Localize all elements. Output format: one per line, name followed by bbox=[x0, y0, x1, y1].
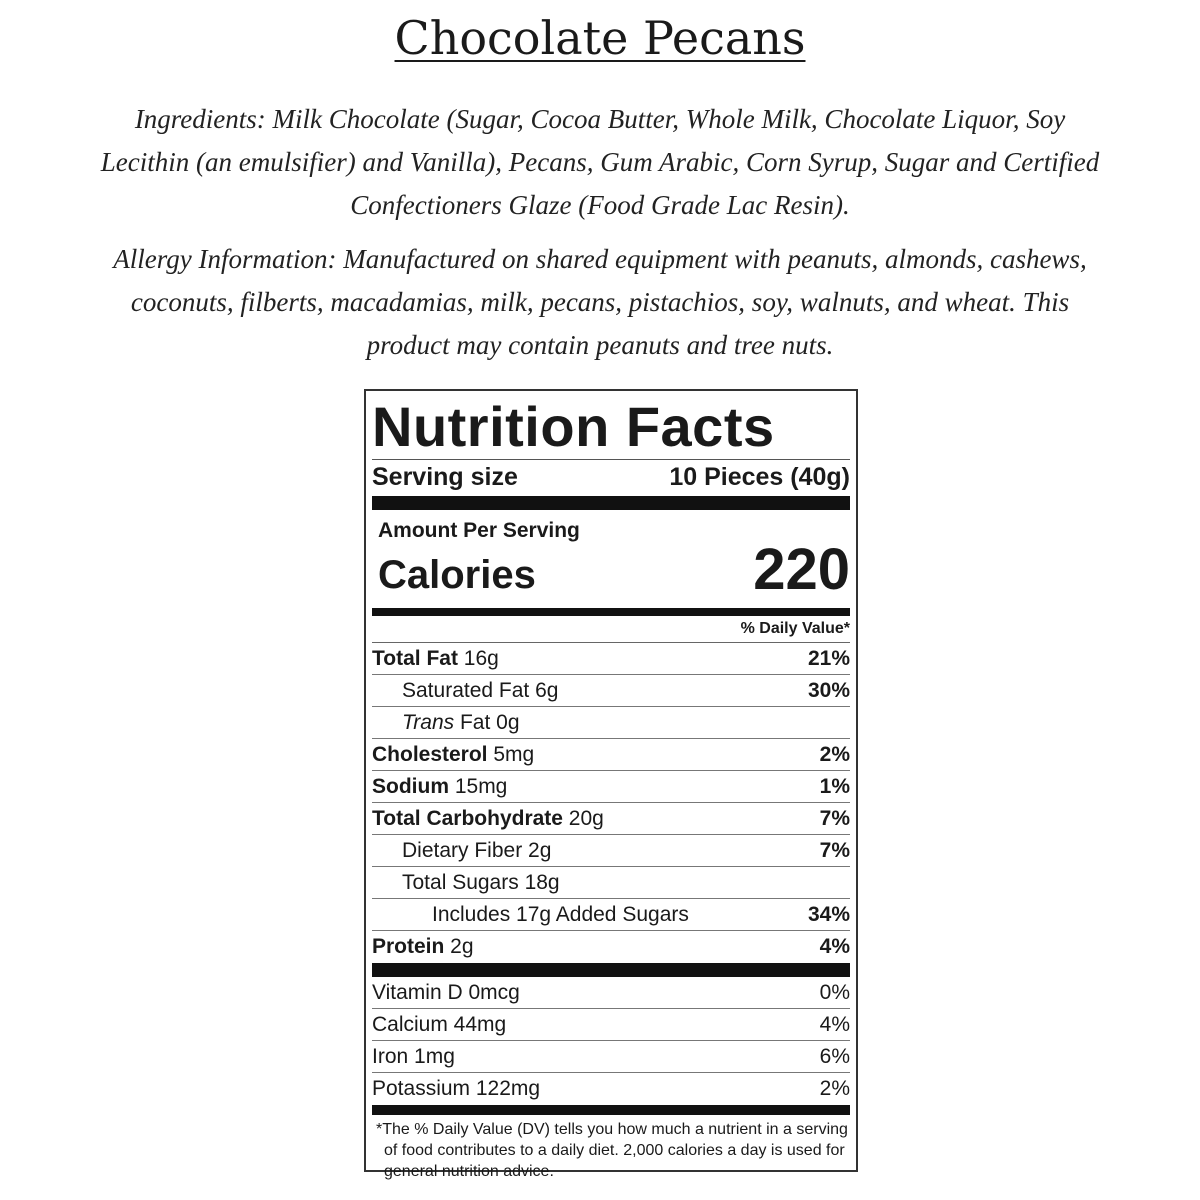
footer-divider bbox=[372, 1105, 850, 1115]
nutrient-name: Dietary Fiber bbox=[402, 838, 523, 862]
nutrient-name: Trans bbox=[402, 710, 455, 734]
allergy-label: Allergy Information: bbox=[113, 244, 337, 274]
nutrient-amount: 2g bbox=[444, 935, 474, 958]
nutrient-amount: Fat 0g bbox=[454, 710, 520, 734]
medium-divider bbox=[372, 608, 850, 616]
thick-divider bbox=[372, 963, 850, 977]
nutrient-name: Sodium bbox=[372, 774, 449, 798]
vitamin-dv: 6% bbox=[819, 1044, 850, 1068]
daily-value-footnote: *The % Daily Value (DV) tells you how much a nutrient in a serving of food contributes to a daily diet. 2,000 calories a day is used for general nutrition advice. bbox=[376, 1121, 848, 1180]
nutrient-dv: 30% bbox=[807, 678, 850, 702]
nutrient-name: Saturated Fat bbox=[402, 678, 530, 702]
nutrient-name: Total Sugars bbox=[402, 870, 519, 894]
nutrient-row-total-fat bbox=[372, 643, 850, 675]
ingredients-text: Milk Chocolate (Sugar, Cocoa Butter, Whole Milk, Chocolate Liquor, Soy Lecithin (an emulsifier) and Vanilla), Pecans, Gum Arabic, Corn Syrup, Sugar and Certified Confectioners Glaze (Food Grade Lac Resin). bbox=[100, 104, 1100, 220]
nutrient-row-sodium bbox=[372, 771, 850, 803]
serving-size-label: Serving size bbox=[372, 463, 518, 491]
nutrient-dv: 21% bbox=[807, 646, 850, 670]
nutrient-amount: 5mg bbox=[487, 742, 535, 766]
vitamin-row-vitamin-d bbox=[372, 977, 850, 1009]
vitamin-name: Calcium 44mg bbox=[372, 1012, 507, 1036]
nutrient-row-total-sugars bbox=[372, 867, 850, 899]
nutrient-dv: 7% bbox=[819, 806, 850, 830]
nutrient-dv: 2% bbox=[819, 742, 850, 766]
vitamin-row-potassium bbox=[372, 1073, 850, 1105]
ingredients-label: Ingredients: bbox=[134, 104, 266, 134]
nutrient-dv: 34% bbox=[807, 902, 850, 926]
nutrient-row-trans-fat bbox=[372, 707, 850, 739]
nutrient-name: Protein bbox=[372, 935, 445, 958]
calories-label: Calories bbox=[378, 553, 536, 597]
nutrient-dv: 7% bbox=[819, 838, 850, 862]
nutrient-name: Total Carbohydrate bbox=[372, 806, 563, 830]
vitamin-row-calcium bbox=[372, 1009, 850, 1041]
nutrient-row-total-carbohydrate bbox=[372, 803, 850, 835]
serving-size-row bbox=[372, 459, 850, 494]
nutrient-name: Total Fat bbox=[372, 646, 458, 670]
nutrient-dv: 4% bbox=[819, 935, 850, 958]
nutrient-dv: 1% bbox=[819, 774, 850, 798]
nutrition-facts-heading: Nutrition Facts bbox=[372, 395, 775, 458]
nutrient-row-protein bbox=[372, 931, 850, 963]
nutrient-amount: 6g bbox=[529, 678, 559, 702]
page-title-text: Chocolate Pecans bbox=[394, 11, 806, 65]
nutrient-row-dietary-fiber bbox=[372, 835, 850, 867]
nutrient-row-cholesterol bbox=[372, 739, 850, 771]
allergy-text: Manufactured on shared equipment with peanuts, almonds, cashews, coconuts, filberts, macadamias, milk, pecans, pistachios, soy, walnuts, and wheat. This product may contain peanuts and tree nuts. bbox=[130, 244, 1087, 360]
vitamin-dv: 2% bbox=[819, 1077, 850, 1100]
nutrient-row-saturated-fat bbox=[372, 675, 850, 707]
vitamin-name: Vitamin D 0mcg bbox=[372, 980, 520, 1004]
nutrient-row-added-sugars bbox=[372, 899, 850, 931]
daily-value-header: % Daily Value* bbox=[372, 616, 850, 643]
calories-row bbox=[372, 537, 850, 602]
nutrient-amount: 16g bbox=[457, 646, 499, 670]
vitamin-name: Iron 1mg bbox=[372, 1044, 455, 1068]
vitamin-dv: 0% bbox=[819, 980, 850, 1004]
page-title bbox=[0, 8, 1200, 68]
allergy-paragraph bbox=[100, 238, 1100, 367]
serving-size-value: 10 Pieces (40g) bbox=[669, 463, 850, 491]
vitamin-name: Potassium 122mg bbox=[372, 1077, 541, 1100]
nutrient-amount: 20g bbox=[562, 806, 604, 830]
nutrient-amount: 15mg bbox=[449, 774, 508, 798]
nutrient-amount: 18g bbox=[518, 870, 560, 894]
calories-value: 220 bbox=[753, 537, 850, 602]
thick-divider bbox=[372, 496, 850, 510]
nutrient-name: Includes 17g Added Sugars bbox=[432, 902, 689, 926]
nutrition-facts-label bbox=[364, 389, 858, 1180]
vitamin-dv: 4% bbox=[819, 1012, 850, 1036]
amount-per-serving: Amount Per Serving bbox=[378, 519, 580, 542]
nutrient-name: Cholesterol bbox=[372, 742, 488, 766]
ingredients-paragraph bbox=[100, 98, 1100, 227]
vitamin-row-iron bbox=[372, 1041, 850, 1073]
nutrient-amount: 2g bbox=[522, 838, 552, 862]
